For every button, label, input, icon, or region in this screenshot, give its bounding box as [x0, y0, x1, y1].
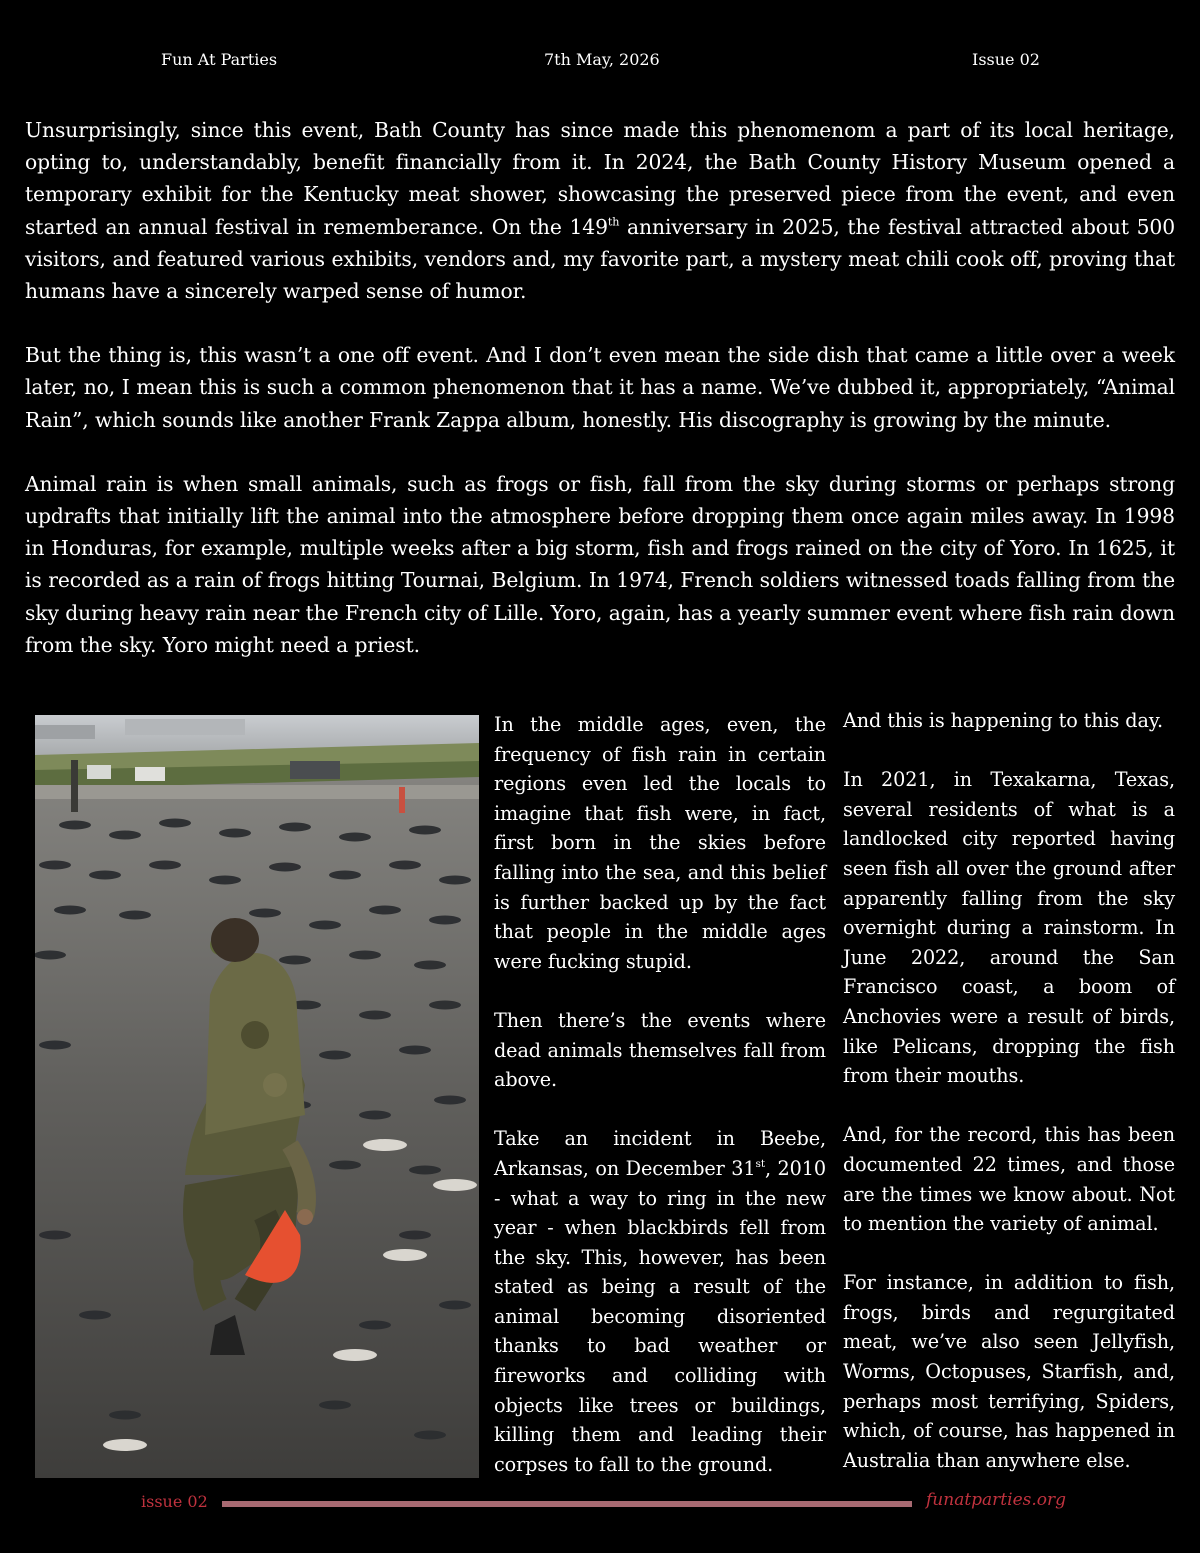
footer-url-link[interactable]: funatparties.org [926, 1490, 1067, 1510]
intro-text [25, 114, 1175, 693]
header-issue: Issue 02 [972, 50, 1040, 69]
intro-paragraph-2: But the thing is, this wasn’t a one off event. And I don’t even mean the side dish that came a little over a week later, no, I mean this is such a common phenomenon that it has a name. We’ve dubbed it, appropriately, “Animal Rain”, which sounds like another Frank Zappa album, honestly. His discography is growing by the minute. [25, 343, 1175, 432]
middle-paragraph-1: In the middle ages, even, the frequency of fish rain in certain regions even led the locals to imagine that fish were, in fact, first born in the skies before falling into the sea, and this belief is further backed up by the fact that people in the middle ages were fucking stupid. [494, 713, 826, 973]
intro-paragraph-3: Animal rain is when small animals, such as frogs or fish, fall from the sky during storms or perhaps strong updrafts that initially lift the animal into the atmosphere before dropping them once again miles away. In 1998 in Honduras, for example, multiple weeks after a big storm, fish and frogs rained on the city of Yoro. In 1625, it is recorded as a rain of frogs hitting Tournai, Belgium. In 1974, French soldiers witnessed toads falling from the sky during heavy rain near the French city of Lille. Yoro, again, has a yearly summer event where fish rain down from the sky. Yoro might need a priest. [25, 471, 1175, 657]
intro-paragraph-1: Unsurprisingly, since this event, Bath County has since made this phenomenom a part of its local heritage, opting to, understandably, benefit financially from it. In 2024, the Bath County History Museum opened a temporary exhibit for the Kentucky meat shower, showcasing the preserved piece from the event, and even started an annual festival in rememberance. On the 149th anniversary in 2025, the festival attracted about 500 visitors, and featured various exhibits, vendors and, my favorite part, a mystery meat chili cook off, proving that humans have a sincerely warped sense of humor. [25, 118, 1175, 304]
middle-paragraph-2: Then there’s the events where dead animals themselves fall from above. [494, 1008, 826, 1092]
right-paragraph-4: For instance, in addition to fish, frogs, birds and regurgitated meat, we’ve also seen Jellyfish, Worms, Octopuses, Starfish, and, perhaps most terrifying, Spiders, which, of course, has happened in Australia than anywhere else. [843, 1271, 1175, 1472]
footer-issue: issue 02 [141, 1492, 208, 1511]
right-paragraph-2: In 2021, in Texakarna, Texas, several residents of what is a landlocked city reported having seen fish all over the ground after apparently falling from the sky overnight during a rainstorm. In June 2022, around the San Francisco coast, a boom of Anchovies were a result of birds, like Pelicans, dropping the fish from their mouths. [843, 768, 1175, 1088]
footer-divider [222, 1501, 912, 1507]
right-paragraph-1: And this is happening to this day. [843, 709, 1164, 732]
right-paragraph-3: And, for the record, this has been documented 22 times, and those are the times we know about. Not to mention the variety of animal. [843, 1123, 1175, 1236]
middle-column [494, 710, 826, 1509]
header-publication: Fun At Parties [161, 50, 278, 69]
fish-rain-photo [35, 715, 479, 1478]
header-date: 7th May, 2026 [544, 50, 660, 69]
right-column [843, 706, 1175, 1505]
middle-paragraph-3: Take an incident in Beebe, Arkansas, on December 31st, 2010 - what a way to ring in the new year - when blackbirds fell from the sky. This, however, has been stated as being a result of the animal becoming disoriented thanks to bad weather or fireworks and colliding with objects like trees or buildings, killing them and leading their corpses to fall to the ground. [494, 1127, 826, 1476]
